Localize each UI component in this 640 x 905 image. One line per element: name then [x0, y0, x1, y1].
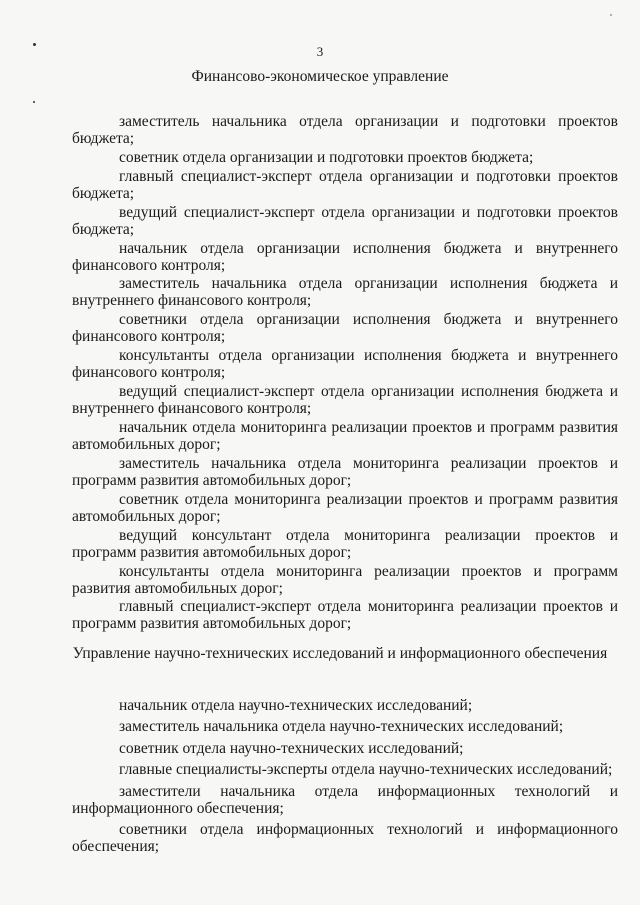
position-list — [72, 113, 618, 634]
list-item: консультанты отдела организации исполнения бюджета и внутреннего финансового контроля; — [72, 347, 618, 382]
list-item: заместитель начальника отдела мониторинга реализации проектов и программ развития автомобильных дорог; — [72, 454, 618, 489]
list-item: советник отдела мониторинга реализации проектов и программ развития автомобильных дорог; — [72, 490, 618, 525]
list-item: заместитель начальника отдела организации и подготовки проектов бюджета; — [72, 113, 618, 147]
list-item: главные специалисты-эксперты отдела научно-технических исследований; — [119, 761, 613, 779]
section-title: Управление научно-технических исследований и информационного обеспечения — [72, 645, 608, 662]
list-item: советник отдела научно-технических исследований; — [119, 739, 464, 757]
list-item: начальник отдела мониторинга реализации проектов и программ развития автомобильных дорог; — [72, 419, 618, 454]
list-item: советник отдела организации и подготовки проектов бюджета; — [119, 148, 534, 166]
scan-speck — [610, 14, 612, 16]
list-item: заместитель начальника отдела научно-технических исследований; — [119, 718, 564, 736]
list-item: заместитель начальника отдела организации исполнения бюджета и внутреннего финансового контроля; — [72, 275, 618, 310]
list-item: начальник отдела научно-технических исследований; — [119, 697, 473, 714]
list-item: консультанты отдела мониторинга реализации проектов и программ развития автомобильных дорог; — [72, 562, 618, 597]
list-item: советники отдела организации исполнения бюджета и внутреннего финансового контроля; — [72, 311, 618, 346]
list-item: главный специалист-эксперт отдела мониторинга реализации проектов и программ развития автомобильных дорог; — [72, 598, 618, 633]
page-number: 3 — [316, 44, 324, 59]
list-item: главный специалист-эксперт отдела организации и подготовки проектов бюджета; — [72, 167, 618, 202]
list-item: заместители начальника отдела информационных технологий и информационного обеспечения; — [72, 782, 618, 817]
list-item: ведущий консультант отдела мониторинга реализации проектов и программ развития автомобильных дорог; — [72, 526, 618, 561]
position-list — [72, 697, 618, 859]
list-item: начальник отдела организации исполнения бюджета и внутреннего финансового контроля; — [72, 239, 618, 274]
section-title: Финансово-экономическое управление — [191, 68, 449, 85]
scan-speck — [33, 101, 35, 103]
list-item: советники отдела информационных технологий и информационного обеспечения; — [72, 820, 618, 855]
list-item: ведущий специалист-эксперт отдела организации исполнения бюджета и внутреннего финансового контроля; — [72, 383, 618, 418]
list-item: ведущий специалист-эксперт отдела организации и подготовки проектов бюджета; — [72, 203, 618, 238]
